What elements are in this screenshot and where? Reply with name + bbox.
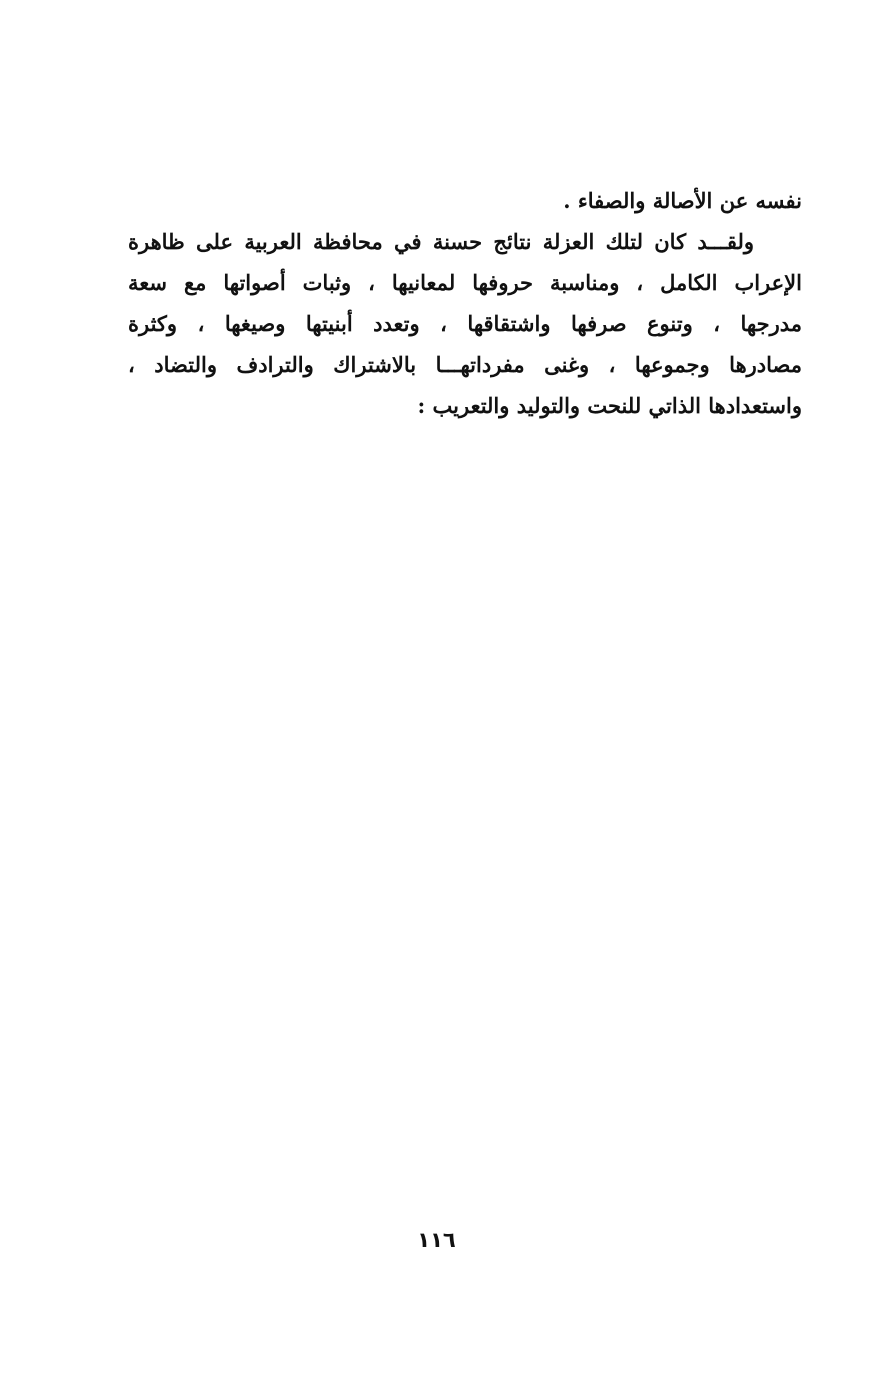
text-line-5: مصادرها وجموعها ، وغنى مفرداتهـــا بالاشتراك والترادف والتضاد ، bbox=[128, 352, 802, 377]
text-line-6: واستعدادها الذاتي للنحت والتوليد والتعريب : bbox=[417, 393, 802, 418]
page-number: ١١٦ bbox=[417, 1228, 456, 1252]
text-line-1: نفسه عن الأصالة والصفاء . bbox=[563, 188, 802, 213]
body-text bbox=[128, 180, 802, 426]
text-line-3: الإعراب الكامل ، ومناسبة حروفها لمعانيها ، وثبات أصواتها مع سعة bbox=[128, 270, 802, 295]
text-line-4: مدرجها ، وتنوع صرفها واشتقاقها ، وتعدد أبنيتها وصيغها ، وكثرة bbox=[128, 311, 802, 336]
text-line-2: ولقـــد كان لتلك العزلة نتائج حسنة في محافظة العربية على ظاهرة bbox=[128, 229, 754, 254]
